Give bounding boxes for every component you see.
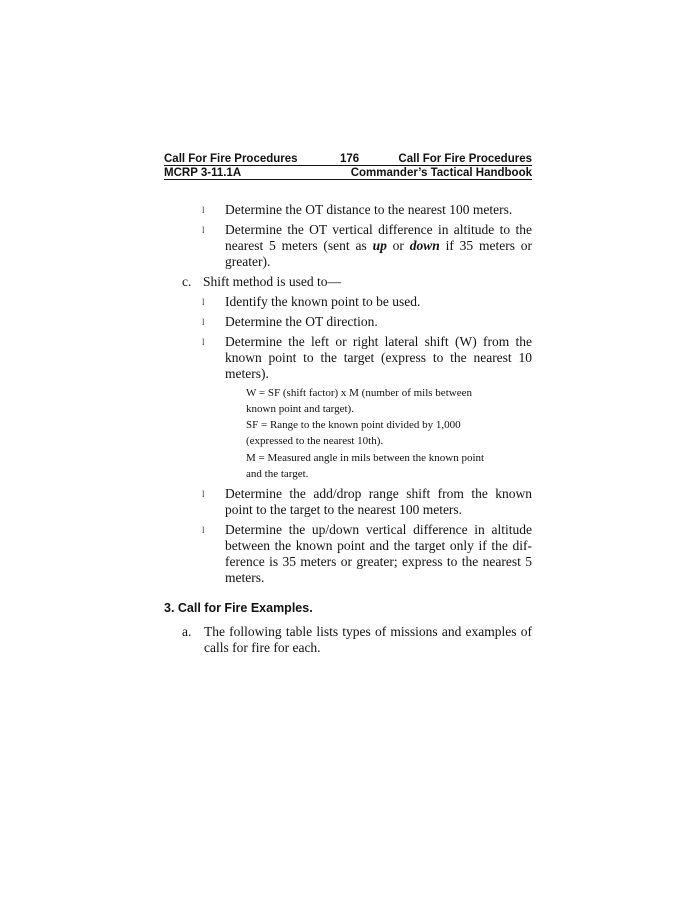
emphasis-up: up — [372, 238, 387, 253]
bullet-text-line: meters). — [225, 366, 269, 381]
bullet-text: Determine the up/down vertical difference in altitude — [225, 522, 532, 537]
formula-w — [246, 386, 536, 418]
formula-line: W = SF (shift factor) x M (number of mils between — [246, 387, 472, 399]
bullet-text-line: point to the target to the nearest 100 meters. — [225, 502, 463, 517]
bullet-text-line: between the known point and the target only if the dif- — [225, 538, 532, 553]
running-header-bottom — [164, 166, 532, 180]
formula-m — [246, 451, 536, 483]
header-rule-bottom — [164, 179, 532, 180]
bullet-text-line — [225, 238, 532, 254]
bullet-text: Identify the known point to be used. — [225, 294, 421, 309]
bullet-text: Determine the left or right lateral shift (W) from the — [225, 334, 532, 349]
bullet-icon: l — [202, 337, 205, 347]
running-header-top — [164, 152, 532, 166]
formula-line: and the target. — [246, 468, 309, 480]
examples-paragraph — [204, 624, 532, 656]
bullet-text-part: or — [392, 238, 404, 253]
formula-line: SF = Range to the known point divided by 1,000 — [246, 419, 461, 431]
header-right-subtitle: Commander’s Tactical Handbook — [350, 167, 532, 179]
formula-line: (expressed to the nearest 10th). — [246, 435, 384, 447]
section-heading: 3. Call for Fire Examples. — [164, 601, 313, 615]
bullet-text-line: meters. — [225, 570, 265, 585]
bullet-icon: l — [202, 225, 205, 235]
list-marker-c: c. — [182, 274, 192, 289]
shift-method-intro: Shift method is used to— — [203, 274, 341, 289]
list-marker-a: a. — [182, 624, 192, 639]
formula-sf — [246, 418, 536, 450]
bullet-icon: l — [202, 297, 205, 307]
emphasis-down: down — [409, 238, 440, 253]
paragraph-line: calls for fire for each. — [204, 640, 321, 655]
header-left-subtitle: MCRP 3-11.1A — [164, 167, 242, 179]
bullet-icon: l — [202, 205, 205, 215]
bullet-text-line: greater). — [225, 254, 271, 269]
header-left-title: Call For Fire Procedures — [164, 153, 298, 165]
paragraph-line: The following table lists types of missions and examples of — [204, 624, 532, 639]
bullet-text: Determine the OT direction. — [225, 314, 378, 329]
page-number: 176 — [340, 153, 360, 165]
formula-line: known point and target). — [246, 403, 354, 415]
bullet-text-line: known point to the target (express to the nearest 10 — [225, 350, 532, 365]
bullet-text-part: nearest 5 meters (sent as — [225, 238, 367, 253]
bullet-text: Determine the OT distance to the nearest 100 meters. — [225, 202, 513, 217]
header-right-title: Call For Fire Procedures — [398, 153, 532, 165]
bullet-text-line: ference is 35 meters or greater; express to the nearest 5 — [225, 554, 532, 569]
bullet-icon: l — [202, 489, 205, 499]
bullet-icon: l — [202, 317, 205, 327]
bullet-text: Determine the add/drop range shift from the known — [225, 486, 532, 501]
formula-line: M = Measured angle in mils between the known point — [246, 452, 485, 464]
bullet-icon: l — [202, 525, 205, 535]
bullet-text: Determine the OT vertical difference in altitude to the — [225, 222, 532, 237]
bullet-text-part: if 35 meters or — [445, 238, 533, 253]
